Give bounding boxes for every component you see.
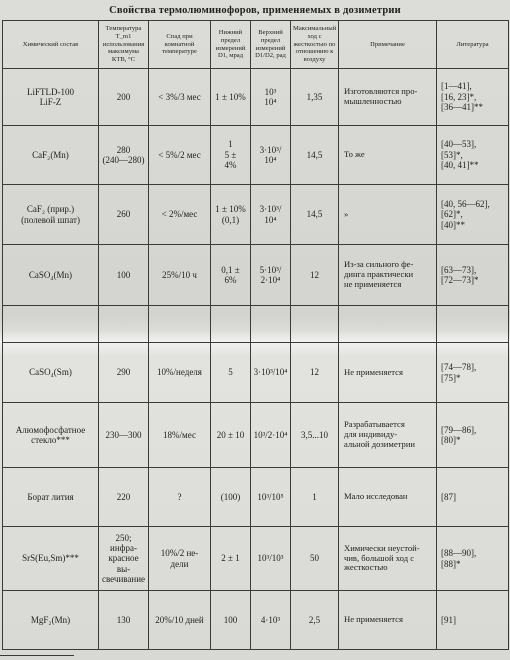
literature-cell: [79—86], [80]* (437, 403, 509, 468)
energy-response-cell: 50 (291, 527, 339, 591)
fade-cell: < 3%/3 мес (149, 69, 211, 126)
energy-response-cell: 1 (291, 468, 339, 527)
energy-response-cell: 14,5 (291, 126, 339, 185)
upper-limit-cell: 3·10³/ 10⁴ (251, 126, 291, 185)
upper-limit-cell: 10³/2·10⁴ (251, 403, 291, 468)
upper-limit-cell: 4·10³ (251, 591, 291, 650)
note-cell: Химически неустой- чив, большой ход с жесткостью (339, 527, 437, 591)
temperature-cell: 250; инфра- красное вы- свечивание (99, 527, 149, 591)
header-energy-response: Максимальный ход с жесткостью по отношению к воздуху (291, 21, 339, 69)
fade-cell: 10%/2 не- дели (149, 527, 211, 591)
fade-cell: < 5%/2 мес (149, 126, 211, 185)
table-row (3, 591, 509, 650)
fade-cell: ? (149, 468, 211, 527)
table-row (3, 403, 509, 468)
note-cell: » (339, 185, 437, 245)
lower-limit-cell: (100) (211, 468, 251, 527)
fade-cell: 10%/неделя (149, 343, 211, 403)
composition-cell: SrS(Eu,Sm)*** (3, 527, 99, 591)
lower-limit-cell: 2 ± 1 (211, 527, 251, 591)
lower-limit-cell: 20 ± 10 (211, 403, 251, 468)
header-temperature: Температура T_m1 использования максимума КТВ, °C (99, 21, 149, 69)
note-cell: Не применяется (339, 591, 437, 650)
note-cell: То же (339, 126, 437, 185)
table-row (3, 126, 509, 185)
upper-limit-cell: 3·10³/10⁴ (251, 343, 291, 403)
literature-cell: [74—78], [75]* (437, 343, 509, 403)
literature-cell: [40, 56—62], [62]*, [40]** (437, 185, 509, 245)
composition-cell: Алюмофосфатное стекло*** (3, 403, 99, 468)
composition-cell: Борат лития (3, 468, 99, 527)
composition-cell: MgF₂(Mn) (3, 591, 99, 650)
composition-cell: CaSO₄(Sm) (3, 343, 99, 403)
note-cell: Изготовляются про- мышленностью (339, 69, 437, 126)
gap-cell (99, 306, 149, 343)
temperature-cell: 230—300 (99, 403, 149, 468)
temperature-cell: 130 (99, 591, 149, 650)
header-literature: Литература (437, 21, 509, 69)
table-row (3, 245, 509, 306)
energy-response-cell: 12 (291, 343, 339, 403)
lower-limit-cell: 1 ± 10% (0,1) (211, 185, 251, 245)
fade-cell: 25%/10 ч (149, 245, 211, 306)
gap-cell (339, 306, 437, 343)
composition-cell: LiFTLD-100 LiF-Z (3, 69, 99, 126)
table-row (3, 185, 509, 245)
gap-cell (437, 306, 509, 343)
energy-response-cell: 3,5...10 (291, 403, 339, 468)
upper-limit-cell: 3·10³/ 10⁴ (251, 185, 291, 245)
header-upper-limit: Верхний предел измерений D1/D2, рад (251, 21, 291, 69)
gap-cell (3, 306, 99, 343)
lower-limit-cell: 100 (211, 591, 251, 650)
literature-cell: [63—73], [72—73]* (437, 245, 509, 306)
temperature-cell: 280 (240—280) (99, 126, 149, 185)
energy-response-cell: 14,5 (291, 185, 339, 245)
note-cell: Не применяется (339, 343, 437, 403)
gap-cell (291, 306, 339, 343)
literature-cell: [87] (437, 468, 509, 527)
header-lower-limit: Нижний предел измерений D1, мрад (211, 21, 251, 69)
lower-limit-cell: 1 ± 10% (211, 69, 251, 126)
header-row (3, 21, 509, 69)
gap-cell (251, 306, 291, 343)
gap-cell (149, 306, 211, 343)
composition-cell: CaSO₄(Mn) (3, 245, 99, 306)
literature-cell: [88—90], [88]* (437, 527, 509, 591)
literature-cell: [91] (437, 591, 509, 650)
fade-cell: < 2%/мес (149, 185, 211, 245)
lower-limit-cell: 5 (211, 343, 251, 403)
gap-cell (211, 306, 251, 343)
composition-cell: CaF₂(Mn) (3, 126, 99, 185)
table-title: Свойства термолюминофоров, применяемых в дозиметрии (109, 5, 401, 16)
upper-limit-cell: 10³/10³ (251, 527, 291, 591)
note-cell: Мало исследован (339, 468, 437, 527)
temperature-cell: 200 (99, 69, 149, 126)
upper-limit-cell: 10³ 10⁴ (251, 69, 291, 126)
fade-cell: 18%/мес (149, 403, 211, 468)
energy-response-cell: 12 (291, 245, 339, 306)
footnote-rule (0, 655, 74, 656)
lower-limit-cell: 1 5 ± 4% (211, 126, 251, 185)
fade-cell: 20%/10 дней (149, 591, 211, 650)
note-cell: Из-за сильного фе- динга практически не применяется (339, 245, 437, 306)
page-break-gap (3, 306, 509, 343)
temperature-cell: 290 (99, 343, 149, 403)
header-composition: Химический состав (3, 21, 99, 69)
composition-cell: CaF₂ (прир.) (полевой шпат) (3, 185, 99, 245)
note-cell: Разрабатывается для индивиду- альной дозиметрии (339, 403, 437, 468)
header-note: Примечание (339, 21, 437, 69)
energy-response-cell: 1,35 (291, 69, 339, 126)
lower-limit-cell: 0,1 ± 6% (211, 245, 251, 306)
table-row (3, 343, 509, 403)
literature-cell: [1—41], [16, 23]*, [36—41]** (437, 69, 509, 126)
temperature-cell: 260 (99, 185, 149, 245)
table-row (3, 527, 509, 591)
table-row (3, 468, 509, 527)
upper-limit-cell: 10³/10⁵ (251, 468, 291, 527)
upper-limit-cell: 5·10³/ 2·10⁴ (251, 245, 291, 306)
header-fade: Спад при комнатной температуре (149, 21, 211, 69)
table-row (3, 69, 509, 126)
properties-table (2, 20, 509, 650)
temperature-cell: 220 (99, 468, 149, 527)
literature-cell: [40—53], [53]*, [40, 41]** (437, 126, 509, 185)
energy-response-cell: 2,5 (291, 591, 339, 650)
temperature-cell: 100 (99, 245, 149, 306)
